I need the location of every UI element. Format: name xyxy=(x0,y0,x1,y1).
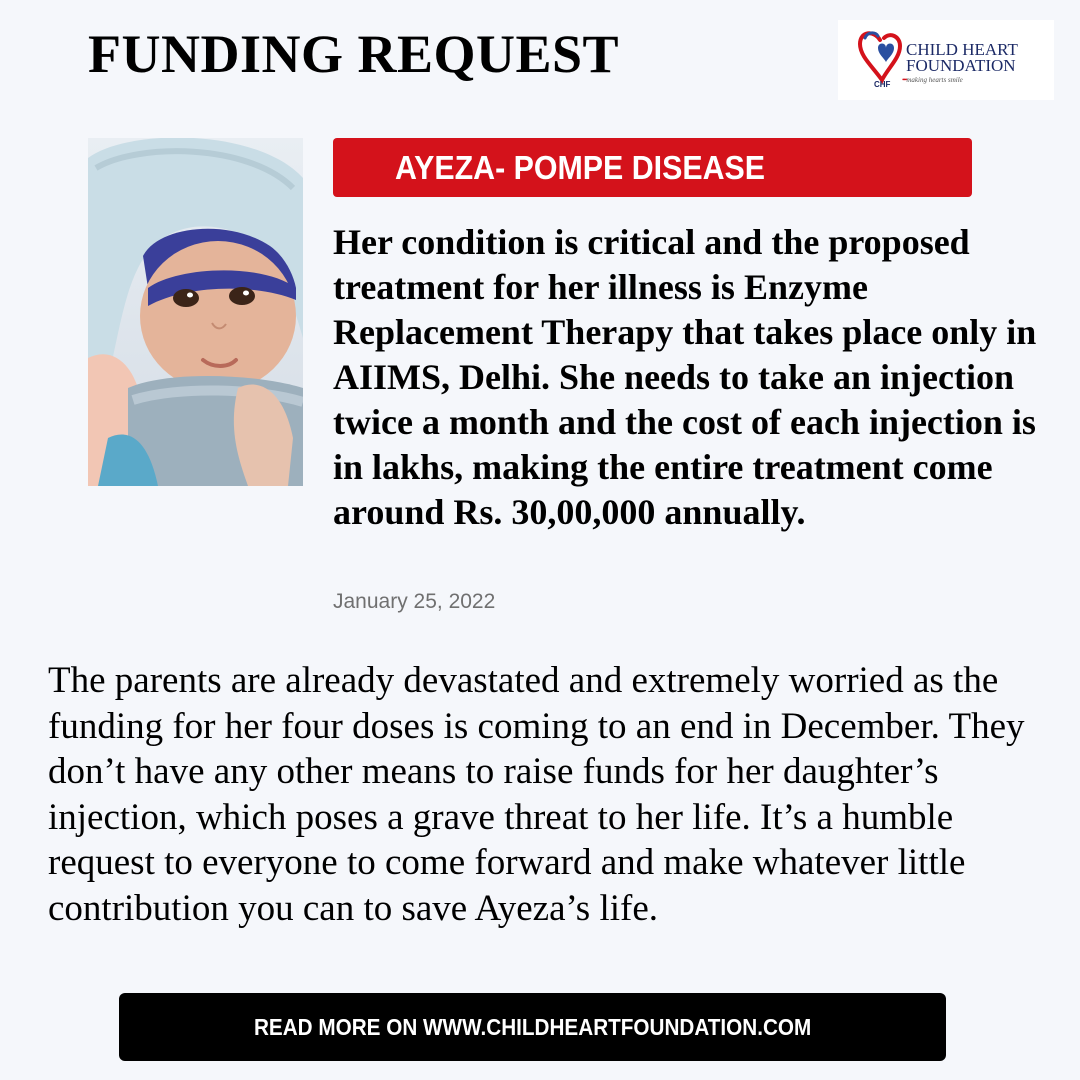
post-date: January 25, 2022 xyxy=(333,590,496,613)
read-more-label: READ MORE ON WWW.CHILDHEARTFOUNDATION.COM xyxy=(253,1013,812,1040)
patient-name-label: AYEZA- POMPE DISEASE xyxy=(395,149,766,186)
child-heart-foundation-logo xyxy=(838,20,1054,100)
logo-tagline xyxy=(902,76,963,84)
appeal-text: The parents are already devastated and extremely worried as the funding for her four doses is coming to an end in December. They don’t have any other means to raise funds for her daughter’s injection, which poses a grave threat to her life. It’s a humble request to everyone to come forward and make whatever little contribution you can to save Ayeza’s life. xyxy=(48,660,1025,929)
logo-abbreviation: CHF xyxy=(874,80,891,89)
baby-photo-illustration xyxy=(88,138,303,486)
logo-text-line1: CHILD HEART xyxy=(906,40,1018,59)
tagline-dots-icon: ••• xyxy=(902,76,907,84)
patient-photo xyxy=(88,138,303,486)
page-title: FUNDING REQUEST xyxy=(88,24,620,84)
read-more-button[interactable] xyxy=(119,993,946,1061)
patient-name-banner xyxy=(333,138,972,197)
condition-description: Her condition is critical and the proposed treatment for her illness is Enzyme Replacement Therapy that takes place only in AIIMS, Delhi. She needs to take an injection twice a month and the cost of each injection is in lakhs, making the entire treatment come around Rs. 30,00,000 annually. xyxy=(333,222,1037,532)
heart-logo-icon xyxy=(856,28,907,84)
logo-tagline-text: making hearts smile xyxy=(906,76,963,84)
logo-text-line2: FOUNDATION xyxy=(906,56,1016,75)
